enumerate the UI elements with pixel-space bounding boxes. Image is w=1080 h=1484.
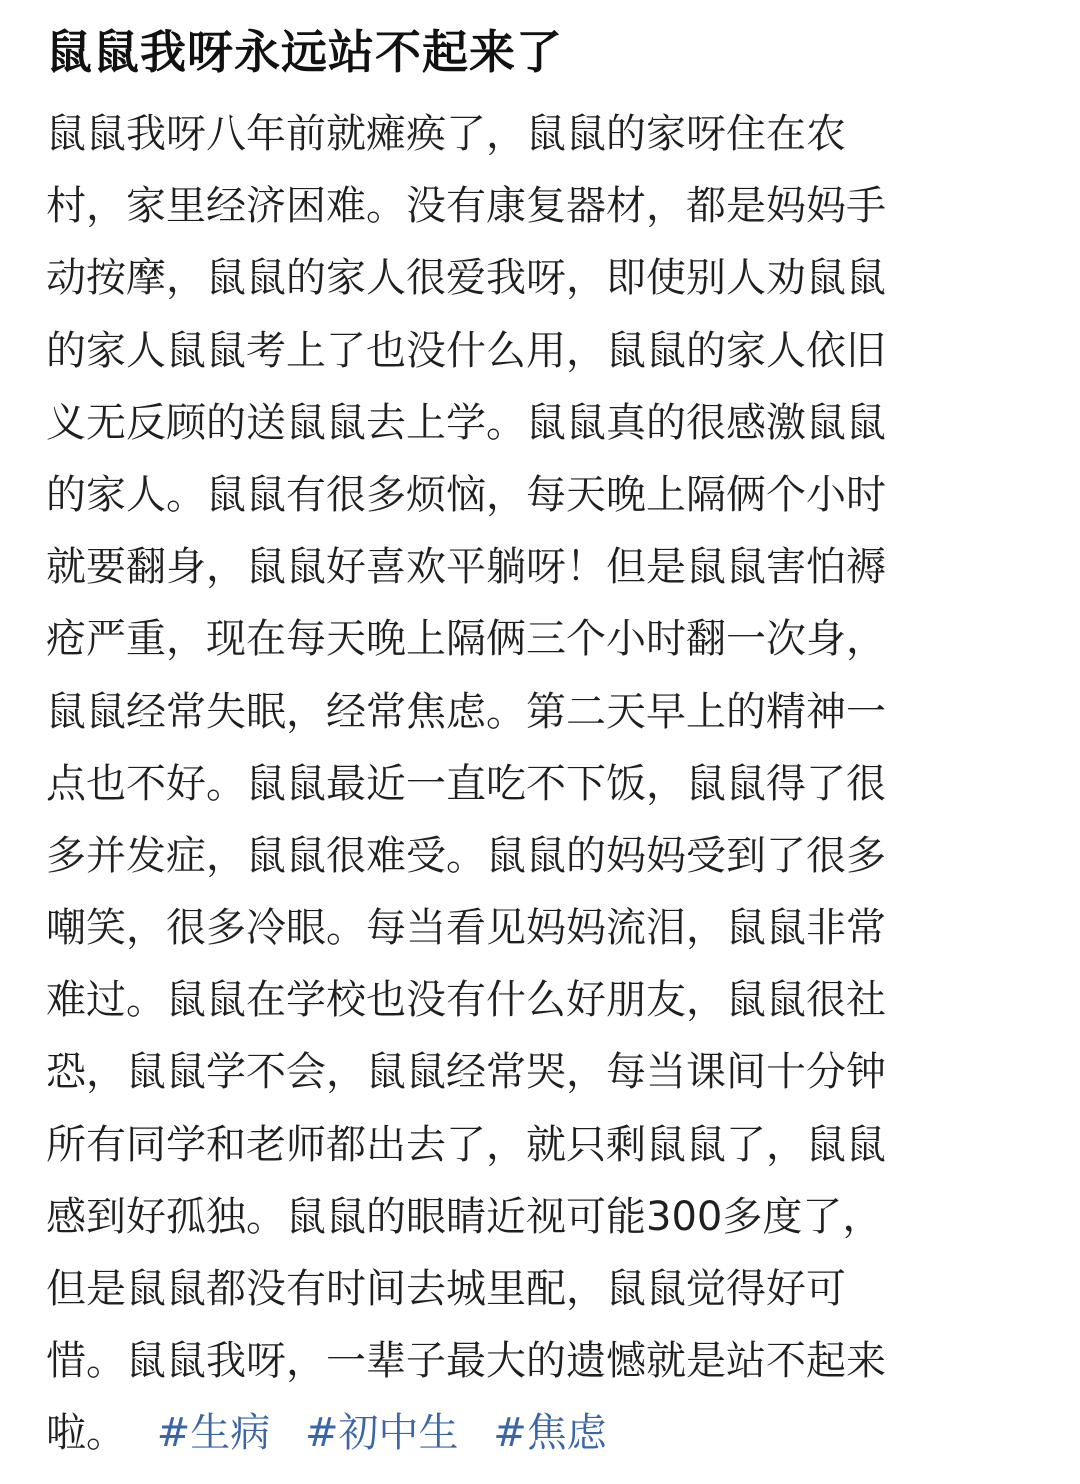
post-body-line: 的家人鼠鼠考上了也没什么用，鼠鼠的家人依旧 xyxy=(46,327,886,374)
post-body-line: 义无反顾的送鼠鼠去上学。鼠鼠真的很感激鼠鼠 xyxy=(46,399,886,446)
post-body-line: 动按摩，鼠鼠的家人很爱我呀，即使别人劝鼠鼠 xyxy=(46,255,886,302)
post-body-ending: 啦。 xyxy=(46,1410,126,1457)
post-body-line: 鼠鼠经常失眠，经常焦虑。第二天早上的精神一 xyxy=(46,688,886,735)
tag-sick[interactable]: #生病 xyxy=(156,1410,271,1457)
post-body-last-line xyxy=(46,1397,1034,1469)
post-body-line: 但是鼠鼠都没有时间去城里配，鼠鼠觉得好可 xyxy=(46,1266,846,1312)
post-body-line: 所有同学和老师都出去了，就只剩鼠鼠了，鼠鼠 xyxy=(46,1121,886,1168)
post-body-line: 疮严重，现在每天晚上隔俩三个小时翻一次身， xyxy=(46,616,886,663)
post-body-line: 难过。鼠鼠在学校也没有什么好朋友，鼠鼠很社 xyxy=(46,977,886,1024)
post-body-line: 点也不好。鼠鼠最近一直吃不下饭，鼠鼠得了很 xyxy=(46,760,886,807)
tag-junior-high-student[interactable]: #初中生 xyxy=(304,1410,459,1457)
post-body-line: 鼠鼠我呀八年前就瘫痪了，鼠鼠的家呀住在农 xyxy=(46,111,846,157)
post-body-line: 惜。鼠鼠我呀，一辈子最大的遗憾就是站不起来 xyxy=(46,1338,886,1385)
post-body-line: 嘲笑，很多冷眼。每当看见妈妈流泪，鼠鼠非常 xyxy=(46,905,886,952)
post-body-line: 恐，鼠鼠学不会，鼠鼠经常哭，每当课间十分钟 xyxy=(46,1049,886,1096)
post-body-line: 村，家里经济困难。没有康复器材，都是妈妈手 xyxy=(46,183,886,230)
post-body-line: 就要翻身，鼠鼠好喜欢平躺呀！但是鼠鼠害怕褥 xyxy=(46,544,886,591)
tag-anxiety[interactable]: #焦虑 xyxy=(493,1410,607,1457)
post-body-line: 的家人。鼠鼠有很多烦恼，每天晚上隔俩个小时 xyxy=(46,471,886,518)
post-body-line: 感到好孤独。鼠鼠的眼睛近视可能300多度了， xyxy=(46,1193,883,1240)
post-title: 鼠鼠我呀永远站不起来了 xyxy=(46,25,563,79)
post-body-line: 多并发症，鼠鼠很难受。鼠鼠的妈妈受到了很多 xyxy=(46,832,886,879)
post-body xyxy=(46,98,1034,1470)
